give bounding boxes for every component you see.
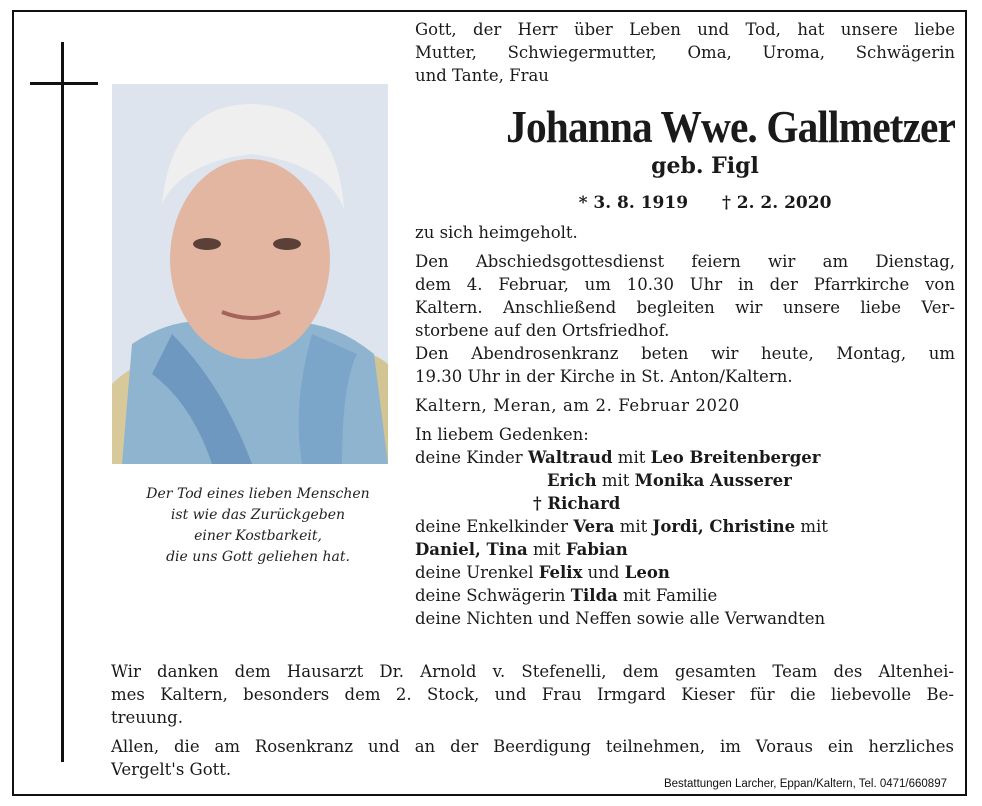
closing-line: Vergelt's Gott. (111, 760, 232, 779)
place-date: Kaltern, Meran, am 2. Februar 2020 (415, 396, 740, 415)
family-connector: mit (795, 517, 828, 536)
thanks-section (111, 660, 954, 781)
memorial-quote (112, 484, 404, 568)
family-label: deine Kinder (415, 448, 528, 467)
funeral-home-credit: Bestattungen Larcher, Eppan/Kaltern, Tel. 0471/660897 (663, 778, 947, 790)
family-schwaegerin (415, 584, 955, 607)
family-name: † Richard (533, 494, 621, 513)
family-connector: und (582, 563, 625, 582)
family-enkel (415, 515, 955, 538)
service-line: dem 4. Februar, um 10.30 Uhr in der Pfarrkirche von (415, 275, 955, 294)
cross-icon (61, 42, 64, 762)
family-name: Leo Breitenberger (650, 448, 821, 467)
family-name: Tilda (570, 586, 618, 605)
birth-date: * 3. 8. 1919 (578, 193, 689, 213)
family-kinder-3 (415, 492, 955, 515)
life-dates (455, 191, 955, 215)
called-home-text: zu sich heimgeholt. (415, 223, 578, 242)
family-urenkel (415, 561, 955, 584)
intro-line: Mutter, Schwiegermutter, Oma, Uroma, Schwägerin (415, 43, 955, 62)
rosary-line: 19.30 Uhr in der Kirche in St. Anton/Kaltern. (415, 367, 793, 386)
family-label: deine Schwägerin (415, 586, 571, 605)
family-enkel-2 (415, 538, 955, 561)
rosary-line: Den Abendrosenkranz beten wir heute, Montag, um (415, 344, 955, 363)
cross-icon-bar (30, 82, 98, 85)
family-name: Waltraud (527, 448, 613, 467)
family-name: Vera (573, 517, 615, 536)
family-name: Erich (547, 471, 597, 490)
service-line: Kaltern. Anschließend begleiten wir unsere liebe Ver- (415, 298, 955, 317)
family-kinder-2 (415, 469, 955, 492)
service-line: storbene auf den Ortsfriedhof. (415, 321, 670, 340)
portrait-image (112, 84, 388, 464)
memory-heading: In liebem Gedenken: (415, 425, 589, 444)
quote-line: die uns Gott geliehen hat. (166, 549, 350, 565)
quote-line: ist wie das Zurückgeben (170, 507, 346, 523)
family-kinder (415, 446, 955, 469)
family-connector: mit Familie (617, 586, 718, 605)
family-verwandte: deine Nichten und Neffen sowie alle Verwandten (415, 609, 826, 628)
obituary-card (12, 10, 967, 796)
service-line: Den Abschiedsgottesdienst feiern wir am Dienstag, (415, 252, 955, 271)
family-name: Felix (538, 563, 583, 582)
thanks-line: treuung. (111, 708, 183, 727)
family-connector: mit (612, 448, 651, 467)
family-connector: mit (527, 540, 566, 559)
family-connector: mit (614, 517, 653, 536)
family-name: Fabian (565, 540, 628, 559)
announcement-text (415, 18, 955, 630)
family-name: Jordi, Christine (652, 517, 796, 536)
family-label: deine Urenkel (415, 563, 539, 582)
maiden-name: geb. Figl (651, 153, 759, 179)
family-label: deine Enkelkinder (415, 517, 574, 536)
family-connector: mit (596, 471, 635, 490)
intro-line: Gott, der Herr über Leben und Tod, hat unsere liebe (415, 20, 955, 39)
quote-line: Der Tod eines lieben Menschen (146, 486, 370, 502)
thanks-line: mes Kaltern, besonders dem 2. Stock, und Frau Irmgard Kieser für die liebevolle Be- (111, 685, 954, 704)
intro-line: und Tante, Frau (415, 66, 549, 85)
thanks-line: Wir danken dem Hausarzt Dr. Arnold v. Stefenelli, dem gesamten Team des Altenhei- (111, 662, 954, 681)
family-name: Monika Ausserer (634, 471, 792, 490)
family-name: Leon (624, 563, 670, 582)
family-name: Daniel, Tina (415, 540, 528, 559)
death-date: † 2. 2. 2020 (721, 193, 832, 213)
portrait-photo (112, 84, 388, 464)
quote-line: einer Kostbarkeit, (194, 528, 322, 544)
closing-line: Allen, die am Rosenkranz und an der Beerdigung teilnehmen, im Voraus ein herzliches (111, 737, 954, 756)
deceased-name: Johanna Wwe. Gallmetzer (506, 101, 955, 152)
